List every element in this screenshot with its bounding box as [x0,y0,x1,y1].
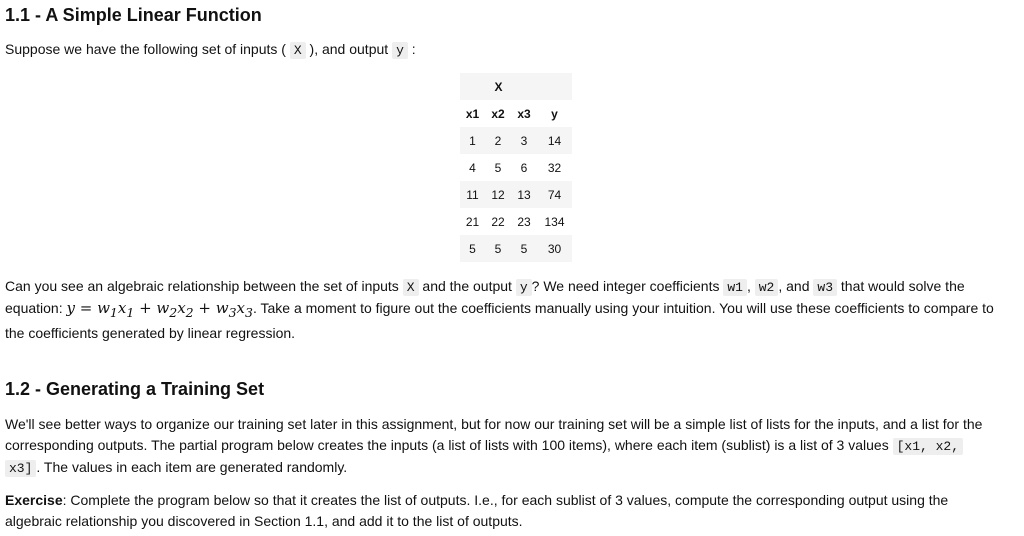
col-header: y [551,106,558,121]
inline-code-w1: w1 [723,279,747,296]
data-table [460,73,572,262]
col-header: x2 [491,106,505,121]
table-row: 5 5 5 30 [460,235,572,262]
table-row: 21 22 23 134 [465,214,565,229]
training-set-paragraph: We'll see better ways to organize our training set later in this assignment, but for now our training set will be a simple list of lists for the inputs, and a list for the corresponding outputs. The partial program below creates the inputs (a list of lists with 100 items), where each item (sublist) is a list of 3 values [x1, x2, x3] . The values in each item are generated randomly. [5,416,983,476]
inline-code-list: [x1, x2, [893,438,963,455]
table-row: 1 2 3 14 [460,127,572,154]
col-header: x1 [465,106,480,121]
table-row: 4 5 6 32 [469,160,562,175]
inline-code-y: y [516,279,532,296]
inline-code-w2: w2 [755,279,779,296]
equation: $y = w_1x_1 + w_2x_2 + w_3x_3$ [66,299,253,320]
section-heading-1-1: 1.1 - A Simple Linear Function [5,5,262,25]
section-heading-1-2: 1.2 - Generating a Training Set [5,379,265,399]
relationship-paragraph: Can you see an algebraic relationship between the set of inputs X and the output y ? We need integer coefficients w1 , w2 , and w3 that would solve the equation: $y = w_1x_1 + w_2x_2 + w_3x_3$. Take a moment to figure out the coefficients manually using your intuition. You will use these coefficients to compare to the coefficients generated by linear regression. [5,278,994,341]
inline-code-w3: w3 [813,279,837,296]
table-row: 11 12 13 74 [460,181,572,208]
exercise-label: Exercise [5,492,63,508]
inline-code-y: y [392,42,408,59]
inline-code-X: X [290,42,306,59]
inline-code-list-end: x3] [5,460,36,477]
intro-paragraph: Suppose we have the following set of inputs ( X ), and output y : [5,41,416,58]
table-group-header: X [460,73,537,100]
exercise-paragraph: Exercise: Complete the program below so that it creates the list of outputs. I.e., for each sublist of 3 values, compute the corresponding output using the algebraic relationship you discovered in Section 1.1, and add it to the list of outputs. [5,492,949,529]
col-header: x3 [517,106,531,121]
inline-code-X: X [403,279,419,296]
